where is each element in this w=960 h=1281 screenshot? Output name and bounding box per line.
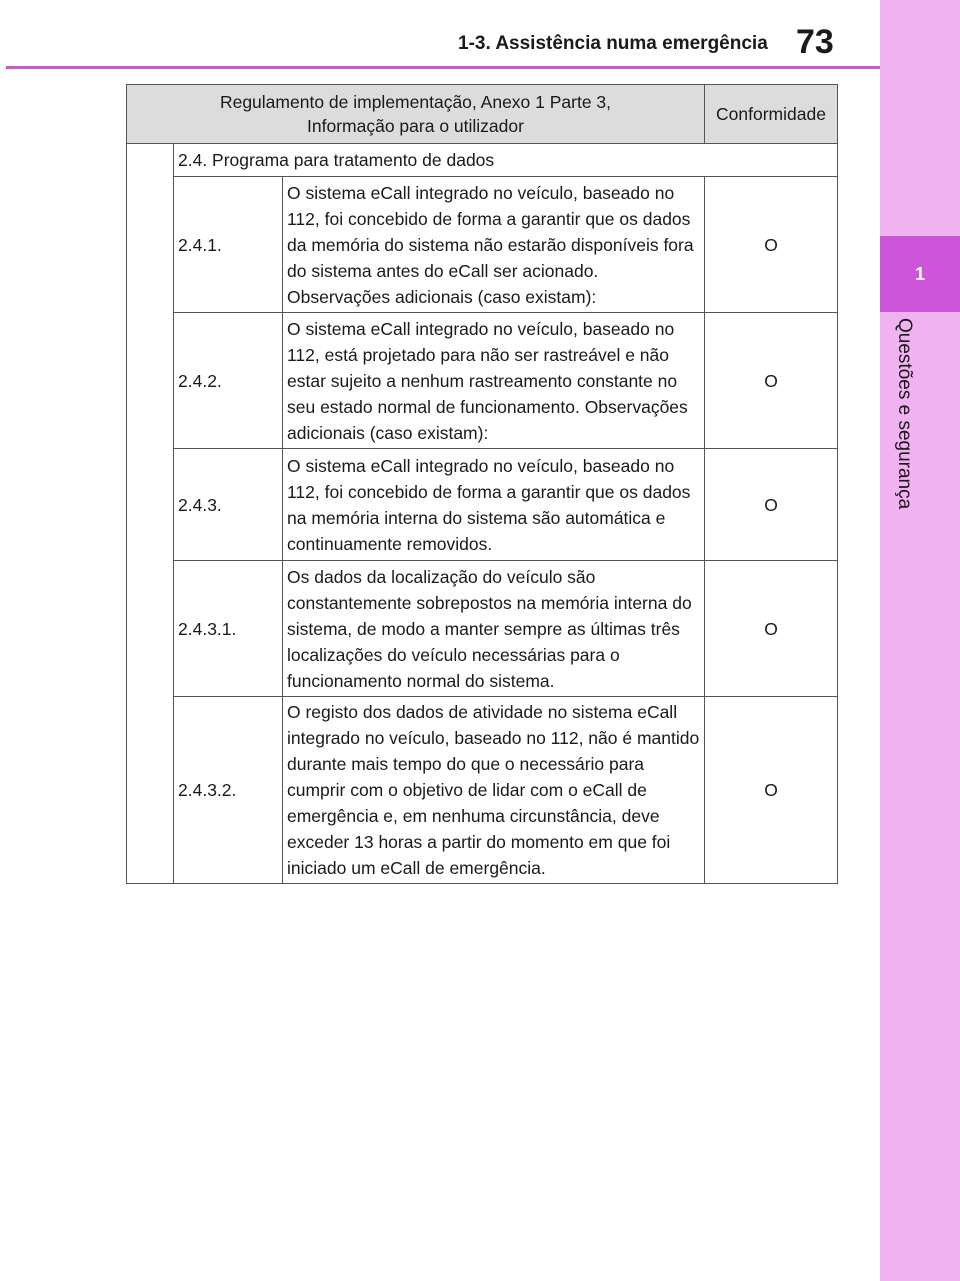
row-number: 2.4.3. — [174, 449, 283, 561]
header-regulation — [127, 85, 705, 144]
table-row — [127, 313, 838, 449]
row-text: O sistema eCall integrado no veículo, baseado no 112, está projetado para não ser rastreável e não estar sujeito a nenhum rastreamento constante no seu estado normal de funcionamento. Observações adicionais (caso existam): — [283, 313, 705, 449]
regulation-table — [126, 84, 838, 884]
row-conformity: O — [705, 177, 838, 313]
chapter-side-tab — [880, 0, 960, 1281]
row-conformity: O — [705, 697, 838, 884]
header-regulation-line-1: Regulamento de implementação, Anexo 1 Parte 3, — [219, 92, 612, 112]
chapter-number-tab[interactable] — [880, 236, 960, 312]
row-text: Os dados da localização do veículo são constantemente sobrepostos na memória interna do sistema, de modo a manter sempre as últimas três localizações do veículo necessárias para o funcionamento normal do sistema. — [283, 561, 705, 697]
row-text: O sistema eCall integrado no veículo, baseado no 112, foi concebido de forma a garantir que os dados da memória do sistema não estarão disponíveis fora do sistema antes do eCall ser acionado. Observações adicionais (caso existam): — [283, 177, 705, 313]
header-compliance: Conformidade — [705, 85, 838, 144]
indent-cell — [127, 144, 174, 884]
chapter-number: 1 — [914, 263, 925, 284]
header-regulation-line-2: Informação para o utilizador — [307, 116, 524, 136]
row-number: 2.4.3.2. — [174, 697, 283, 884]
chapter-label: Questões e segurança — [894, 318, 915, 510]
row-number: 2.4.3.1. — [174, 561, 283, 697]
row-text: O registo dos dados de atividade no sistema eCall integrado no veículo, baseado no 112, não é mantido durante mais tempo do que o necessário para cumprir com o objetivo de lidar com o eCall de emergência e, em nenhuma circunstância, deve exceder 13 horas a partir do momento em que foi iniciado um eCall de emergência. — [283, 697, 705, 884]
section-title: 1-3. Assistência numa emergência — [458, 33, 768, 54]
header-divider — [6, 66, 880, 69]
table-row — [127, 177, 838, 313]
section-row — [127, 144, 838, 177]
row-number: 2.4.1. — [174, 177, 283, 313]
table-row — [127, 449, 838, 561]
row-conformity: O — [705, 449, 838, 561]
section-heading: 2.4. Programa para tratamento de dados — [174, 144, 838, 177]
table-row — [127, 561, 838, 697]
page-number: 73 — [796, 23, 834, 61]
table-header-row — [127, 85, 838, 144]
row-text: O sistema eCall integrado no veículo, baseado no 112, foi concebido de forma a garantir que os dados na memória interna do sistema são automática e continuamente removidos. — [283, 449, 705, 561]
row-conformity: O — [705, 313, 838, 449]
row-conformity: O — [705, 561, 838, 697]
row-number: 2.4.2. — [174, 313, 283, 449]
table-row — [127, 697, 838, 884]
